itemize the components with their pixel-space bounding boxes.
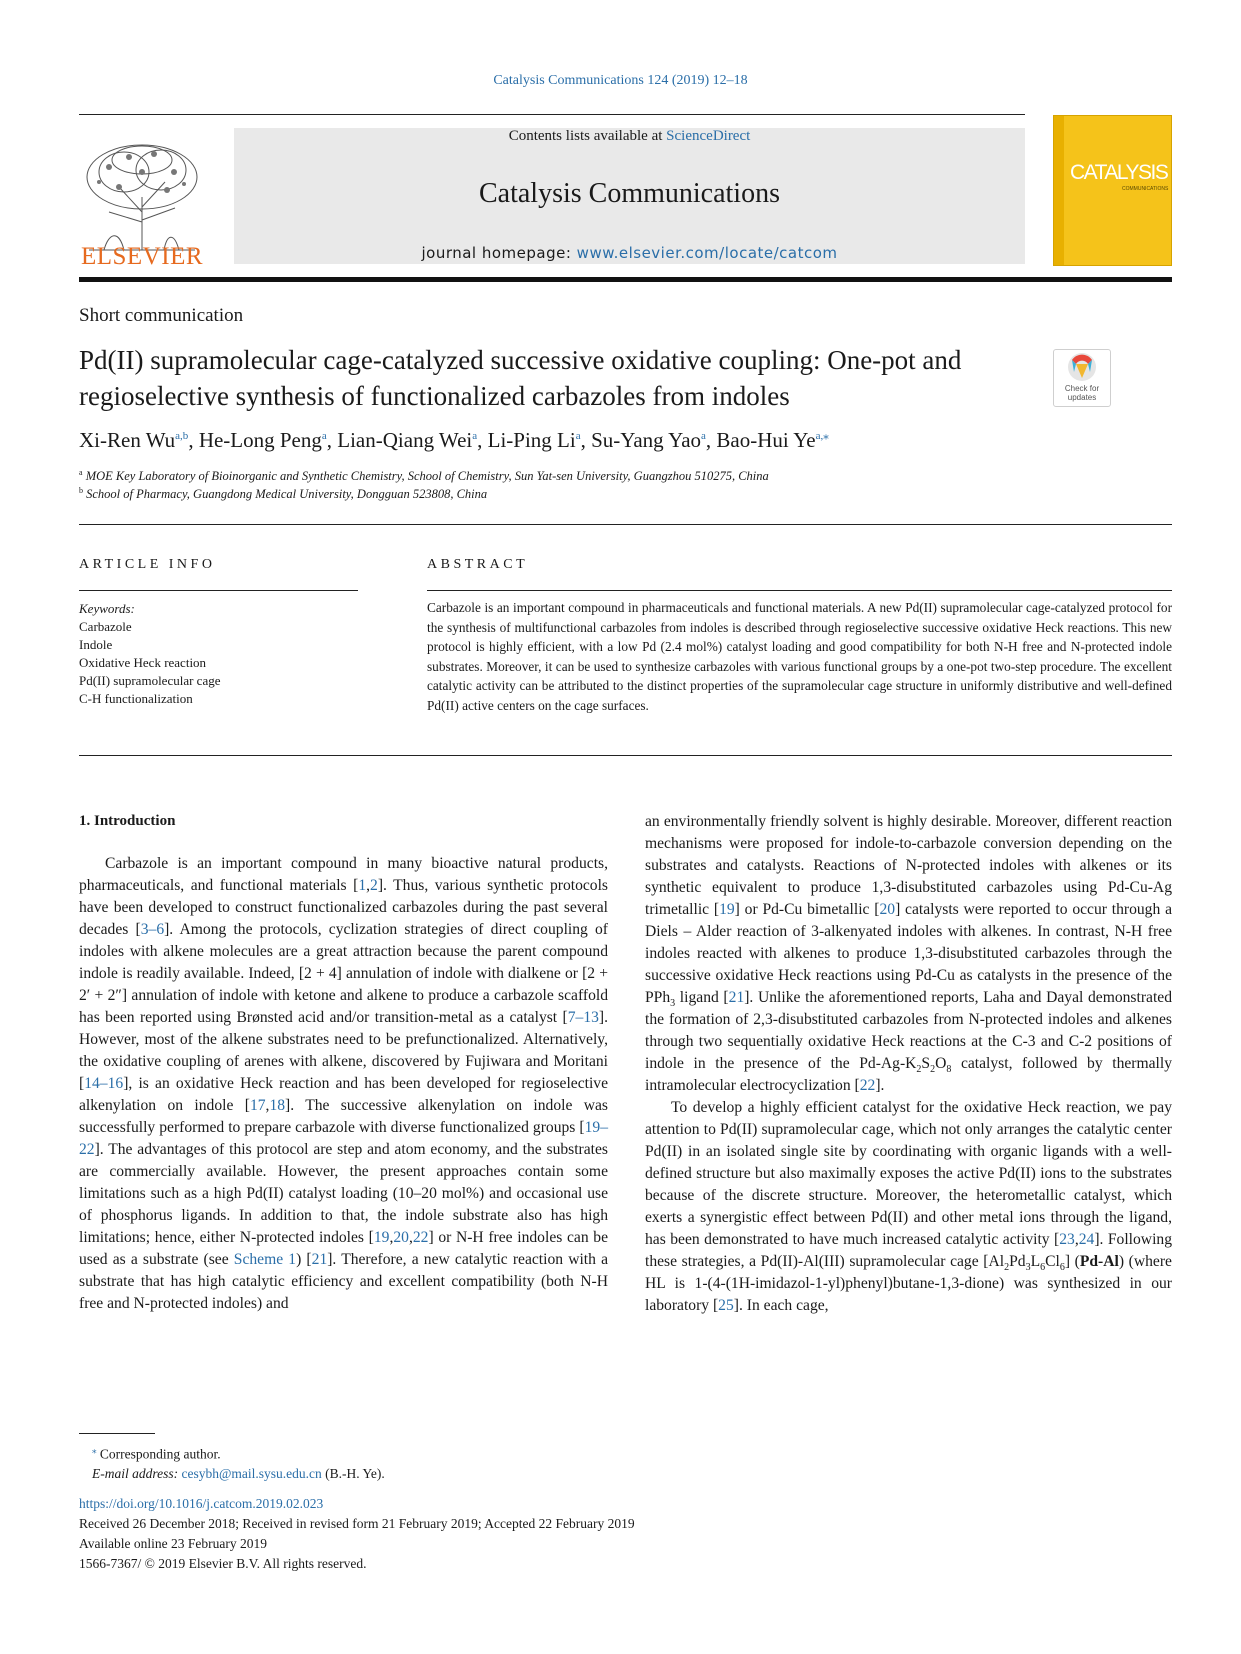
citation-link[interactable]: 22: [859, 1077, 876, 1094]
citation-link[interactable]: 1: [358, 877, 367, 894]
citation-link[interactable]: 7–13: [567, 1009, 599, 1026]
author-name: Xi-Ren Wu: [79, 428, 176, 452]
keyword: Pd(II) supramolecular cage: [79, 673, 221, 688]
header-thick-rule: [79, 277, 1172, 282]
author-name: Lian-Qiang Wei: [337, 428, 473, 452]
citation-link[interactable]: 22: [412, 1229, 429, 1246]
citation-link[interactable]: 20: [879, 901, 896, 918]
contents-line: Contents lists available at ScienceDirect: [508, 128, 751, 144]
elsevier-wordmark: ELSEVIER: [80, 243, 204, 270]
abstract-text: Carbazole is an important compound in pharmaceuticals and functional materials. A new Pd(II) supramolecular cage-catalyzed protocol for the synthesis of multifunctional carbazoles from indoles is described through regioselective successive oxidative Heck reactions. This new protocol is highly efficient, with a low Pd (2.4 mol%) catalyst loading and good compatibility for both N-H free and N-protected indole substrates. Moreover, it can be used to synthesize carbazoles with various functional groups by a one-pot two-step procedure. The excellent catalytic activity can be attributed to the distinct properties of the supramolecular cage structure in uniformly distributive and well-defined Pd(II) active centers on the cage surfaces.: [427, 600, 1172, 713]
citation-link[interactable]: 2: [370, 877, 378, 894]
received-dates: Received 26 December 2018; Received in revised form 21 February 2019; Accepted 22 February 2019: [79, 1516, 635, 1531]
crossmark-label: Check for updates: [1064, 384, 1100, 402]
homepage-line: journal homepage: www.elsevier.com/locate/catcom: [421, 244, 838, 262]
article-type: Short communication: [79, 305, 244, 326]
scheme-link[interactable]: Scheme 1: [233, 1251, 297, 1268]
journal-name: Catalysis Communications: [479, 178, 780, 209]
paragraph: To develop a highly efficient catalyst for the oxidative Heck reaction, we pay attention to Pd(II) supramolecular cage, which not only arranges the catalytic center Pd(II) in an isolated single site by coordinating with organic ligands with a well-defined structure but also maximally exposes the active Pd(II) ions to the substrates because of the discrete structure. Moreover, the heterometallic catalyst, which exerts a synergistic effect between Pd(II) and other metal ions through the ligand, has been demonstrated to have much increased catalytic activity [23,24]. Following these strategies, a Pd(II)-Al(III) supramolecular cage $[Al_2Pd_3L_6Cl_6]$ (Pd-Al) (where HL is 1-(4-(1H-imidazol-1-yl)phenyl)butane-1,3-dione) was synthesized in our laboratory [25]. In each cage,: [645, 1099, 1172, 1314]
affiliation: $^a$ MOE Key Laboratory of Bioinorganic and Synthetic Chemistry, School of Chemistry, Sun Yat-sen University, Guangzhou 510275, China: [79, 467, 769, 483]
citation-link[interactable]: 25: [718, 1297, 734, 1314]
footnote-rule: [79, 1433, 155, 1434]
paragraph: Carbazole is an important compound in many bioactive natural products, pharmaceuticals, and functional materials [1,2]. Thus, various synthetic protocols have been developed to construct functionalized carbazoles during the past several decades [3–6]. Among the protocols, cyclization strategies of direct coupling of indoles with alkene molecules are a great attraction because the parent compound indole is readily available. Indeed, [2 + 4] annulation of indole with dialkene or [2 + 2′ + 2″] annulation of indole with ketone and alkene to produce a carbazole scaffold has been reported using Brønsted acid and/or transition-metal as a catalyst [7–13]. However, most of the alkene substrates need to be prefunctionalized. Alternatively, the oxidative coupling of arenes with alkene, discovered by Fujiwara and Moritani [14–16], is an oxidative Heck reaction and has been developed for regioselective alkenylation on indole [17,18]. The successive alkenylation on indole was successfully performed to prepare carbazole with diverse functionalized groups [19–22]. The advantages of this protocol are step and atom economy, and the substrates are commercially available. However, the present approaches contain some limitations such as a high Pd(II) catalyst loading (10–20 mol%) and occasional use of phosphorus ligands. In addition to that, the indole substrate also has high limitations; hence, either N-protected indoles [19,20,22] or N-H free indoles can be used as a substrate (see Scheme 1) [21]. Therefore, a new catalytic reaction with a substrate that has high catalytic efficiency and excellent compatibility (both N-H free and N-protected indoles) and: [79, 855, 609, 1312]
cover-subtitle: COMMUNICATIONS: [1122, 186, 1169, 192]
copyright: 1566-7367/ © 2019 Elsevier B.V. All rights reserved.: [79, 1556, 367, 1571]
section-rule: [79, 524, 1172, 525]
journal-cover[interactable]: [1053, 115, 1172, 266]
doi-link[interactable]: https://doi.org/10.1016/j.catcom.2019.02.023: [79, 1496, 324, 1511]
citation-link[interactable]: 17: [249, 1097, 266, 1114]
citation-link[interactable]: 20: [393, 1229, 409, 1246]
keyword: Oxidative Heck reaction: [79, 655, 207, 670]
citation-link[interactable]: 24: [1078, 1231, 1095, 1248]
body-column-left: [79, 853, 608, 1315]
section-rule: [79, 755, 1172, 756]
citation-link[interactable]: 21: [728, 989, 745, 1006]
citation-link[interactable]: 14–16: [84, 1075, 124, 1092]
body-column-right: [645, 811, 1172, 1317]
paragraph: an environmentally friendly solvent is highly desirable. Moreover, different reaction mechanisms were proposed for indole-to-carbazole conversion depending on the substrates and catalysts. Reactions of N-protected indoles with alkenes or its synthetic equivalent to produce 1,3-disubstituted carbazoles using Pd-Cu-Ag trimetallic [19] or Pd-Cu bimetallic [20] catalysts were reported to occur through a Diels – Alder reaction of 3-alkenyated indoles with alkenes. In contrast, N-H free indoles reacted with alkenes to produce 1,3-disubstituted carbazoles through the successive oxidative Heck reactions using Pd-Cu as catalysts in the presence of the PPh$_3$ ligand [21]. Unlike the aforementioned reports, Laha and Dayal demonstrated the formation of 2,3-disubstituted carbazoles from N-protected indoles and alkenes through two sequentially oxidative Heck reactions at the C-3 and C-2 positions of indole in the presence of the $Pd-Ag-K_2S_2O_8$ catalyst, followed by thermally intramolecular electrocyclization [22].: [645, 813, 1172, 1094]
author-list: Xi-Ren Wu$^{a,b}$, He-Long Peng$^a$, Lian-Qiang Wei$^a$, Li-Ping Li$^a$, Su-Yang Yao$^a$, Bao-Hui $Ye^{a,⁎}$: [79, 428, 829, 452]
author-name: Bao-Hui Ye: [716, 428, 816, 452]
author-name: Li-Ping Li: [487, 428, 576, 452]
keywords-label: Keywords:: [79, 601, 135, 616]
header-rule: [79, 114, 1025, 115]
author-affil-mark[interactable]: a: [701, 430, 706, 442]
keyword: Indole: [79, 637, 113, 652]
citation-link[interactable]: 3–6: [140, 921, 165, 938]
homepage-link[interactable]: www.elsevier.com/locate/catcom: [576, 244, 838, 262]
author-affil-mark[interactable]: a: [472, 430, 478, 442]
keyword: Carbazole: [79, 619, 132, 634]
author-affil-mark[interactable]: a: [575, 430, 581, 442]
citation-link[interactable]: 19: [373, 1229, 390, 1246]
section-heading-introduction: 1. Introduction: [79, 813, 176, 829]
crossmark-icon: [1054, 350, 1110, 384]
citation-link[interactable]: 18: [269, 1097, 286, 1114]
article-info-heading: ARTICLE INFO: [79, 557, 216, 572]
citation-link[interactable]: 19: [719, 901, 735, 918]
author-affil-mark[interactable]: a,b: [175, 430, 189, 442]
citation-link[interactable]: 19–22: [79, 1119, 608, 1158]
author-affil-mark[interactable]: a: [321, 430, 327, 442]
sciencedirect-link[interactable]: ScienceDirect: [666, 128, 751, 144]
check-for-updates-button[interactable]: [1053, 349, 1111, 407]
affiliation: $^b$ School of Pharmacy, Guangdong Medical University, Dongguan 523808, China: [79, 485, 488, 501]
cover-strip: [1054, 116, 1064, 266]
author-affil-mark[interactable]: a,⁎: [815, 430, 829, 442]
citation-link[interactable]: 23: [1059, 1231, 1075, 1248]
author-name: Su-Yang Yao: [591, 428, 702, 452]
cover-title: CATALYSIS: [1070, 161, 1168, 184]
abstract-rule: [427, 590, 1172, 591]
available-online: Available online 23 February 2019: [79, 1536, 267, 1551]
footnote: ⁎ Corresponding author. E-mail address: cesybh@mail.sysu.edu.cn (B.-H. Ye).: [92, 1445, 385, 1481]
article-title: Pd(II) supramolecular cage-catalyzed successive oxidative coupling: One-pot and regioselective synthesis of functionalized carbazoles from indoles: [79, 345, 962, 411]
publication-info: [79, 1494, 635, 1574]
journal-reference[interactable]: Catalysis Communications 124 (2019) 12–18: [493, 73, 748, 88]
author-name: He-Long Peng: [198, 428, 322, 452]
citation-link[interactable]: 21: [311, 1251, 328, 1268]
abstract-heading: ABSTRACT: [427, 557, 529, 572]
keyword: C-H functionalization: [79, 691, 193, 706]
article-info-rule: [79, 590, 358, 591]
email-link[interactable]: cesybh@mail.sysu.edu.cn: [181, 1465, 322, 1481]
keywords-list: [79, 600, 358, 708]
